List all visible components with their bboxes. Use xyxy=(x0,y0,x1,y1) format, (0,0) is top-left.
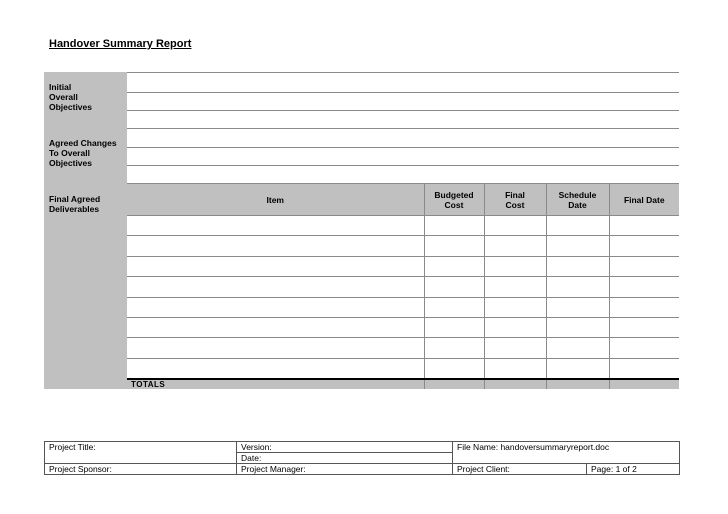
column-header-schedule-date: Schedule Date xyxy=(546,184,609,216)
label-line: Initial xyxy=(49,82,72,92)
initial-objectives-label xyxy=(44,72,127,128)
date-field[interactable]: Date: xyxy=(237,453,453,464)
agreed-changes-label xyxy=(44,128,127,183)
agreed-changes-section xyxy=(44,128,679,183)
label-line: Objectives xyxy=(49,102,92,112)
label-line: Agreed Changes xyxy=(49,138,117,148)
report-title: Handover Summary Report xyxy=(49,38,192,50)
table-row[interactable] xyxy=(127,317,679,337)
label-line: To Overall xyxy=(49,148,90,158)
column-header-item: Item xyxy=(127,184,424,216)
deliverables-label xyxy=(44,183,127,389)
totals-label: TOTALS xyxy=(127,379,424,389)
column-header-budgeted-cost: Budgeted Cost xyxy=(424,184,484,216)
document-footer xyxy=(44,441,680,475)
project-client-field[interactable]: Project Client: xyxy=(453,464,587,475)
deliverables-table xyxy=(127,183,679,389)
column-header-final-date: Final Date xyxy=(609,184,679,216)
file-name-field: File Name: handoversummaryreport.doc xyxy=(453,442,680,464)
deliverables-section xyxy=(44,183,679,389)
table-row[interactable] xyxy=(127,236,679,256)
label-line: Deliverables xyxy=(49,204,100,214)
version-field[interactable]: Version: xyxy=(237,442,453,453)
table-row[interactable] xyxy=(127,358,679,379)
label-line: Overall xyxy=(49,92,78,102)
totals-row xyxy=(127,379,679,389)
project-manager-field[interactable]: Project Manager: xyxy=(237,464,453,475)
table-row[interactable] xyxy=(127,297,679,317)
table-header-row xyxy=(127,184,679,216)
table-row[interactable] xyxy=(127,216,679,236)
table-row[interactable] xyxy=(127,256,679,276)
column-header-final-cost: Final Cost xyxy=(484,184,546,216)
label-line: Final Agreed xyxy=(49,194,101,204)
table-row[interactable] xyxy=(127,338,679,358)
page-number: Page: 1 of 2 xyxy=(587,464,680,475)
table-row[interactable] xyxy=(127,277,679,297)
initial-objectives-section xyxy=(44,72,679,128)
project-title-field[interactable]: Project Title: xyxy=(45,442,237,464)
project-sponsor-field[interactable]: Project Sponsor: xyxy=(45,464,237,475)
label-line: Objectives xyxy=(49,158,92,168)
